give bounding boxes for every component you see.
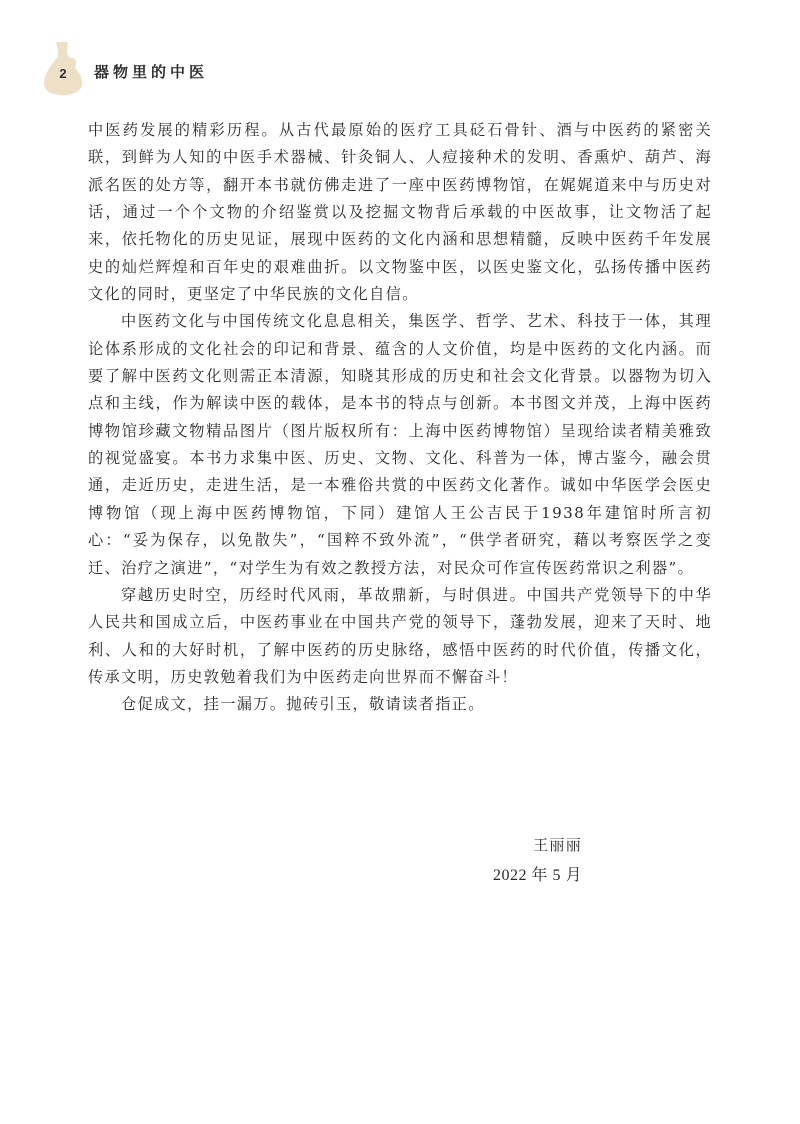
- signature-date: 2022 年 5 月: [492, 867, 582, 884]
- paragraph-1: 中医药发展的精彩历程。从古代最原始的医疗工具砭石骨针、酒与中医药的紧密关联，到鲜为人知的中医手术器械、针灸铜人、人痘接种术的发明、香熏炉、葫芦、海派名医的处方等，翻开本书就仿佛走进了一座中医药博物馆，在娓娓道来中与历史对话，通过一个个文物的介绍鉴赏以及挖掘文物背后承载的中医故事，让文物活了起来，依托物化的历史见证，展现中医药的文化内涵和思想精髓，反映中医药千年发展史的灿烂辉煌和百年史的艰难曲折。以文物鉴中医，以医史鉴文化，弘扬传播中医药文化的同时，更坚定了中华民族的文化自信。: [88, 121, 712, 304]
- page-number: 2: [59, 66, 67, 81]
- page-number-badge: [42, 40, 84, 96]
- paragraph-4: 仓促成文，挂一漏万。抛砖引玉，敬请读者指正。: [121, 695, 485, 714]
- paragraph-2: 中医药文化与中国传统文化息息相关，集医学、哲学、艺术、科技于一体，其理论体系形成的文化社会的印记和背景、蕴含的人文价值，均是中医药的文化内涵。而要了解中医药文化则需正本清源，知晓其形成的历史和社会文化背景。以器物为切入点和主线，作为解读中医的载体，是本书的特点与创新。本书图文并茂，上海中医药博物馆珍藏文物精品图片（图片版权所有：上海中医药博物馆）呈现给读者精美雅致的视觉盛宴。本书力求集中医、历史、文物、文化、科普为一体，博古鉴今，融会贯通，走近历史，走进生活，是一本雅俗共赏的中医药文化著作。诚如中华医学会医史博物馆（现上海中医药博物馆，下同）建馆人王公吉民于1938年建馆时所言初心：“妥为保存，以免散失”，“国粹不致外流”，“供学者研究，藉以考察医学之变迁、治疗之演进”，“对学生为有效之教授方法，对民众可作宣传医药常识之利器”。: [88, 312, 712, 577]
- book-title: 器物里的中医: [94, 63, 209, 81]
- paragraph-3: 穿越历史时空，历经时代风雨，革故鼎新，与时俱进。中国共产党领导下的中华人民共和国成立后，中医药事业在中国共产党的领导下，蓬勃发展，迎来了天时、地利、人和的大好时机，了解中医药的历史脉络，感悟中医药的时代价值，传播文化，传承文明，历史敦勉着我们为中医药走向世界而不懈奋斗！: [88, 585, 712, 686]
- page-header: [42, 40, 208, 96]
- preface-body: [88, 117, 712, 719]
- signature-author: 王丽丽: [533, 836, 582, 854]
